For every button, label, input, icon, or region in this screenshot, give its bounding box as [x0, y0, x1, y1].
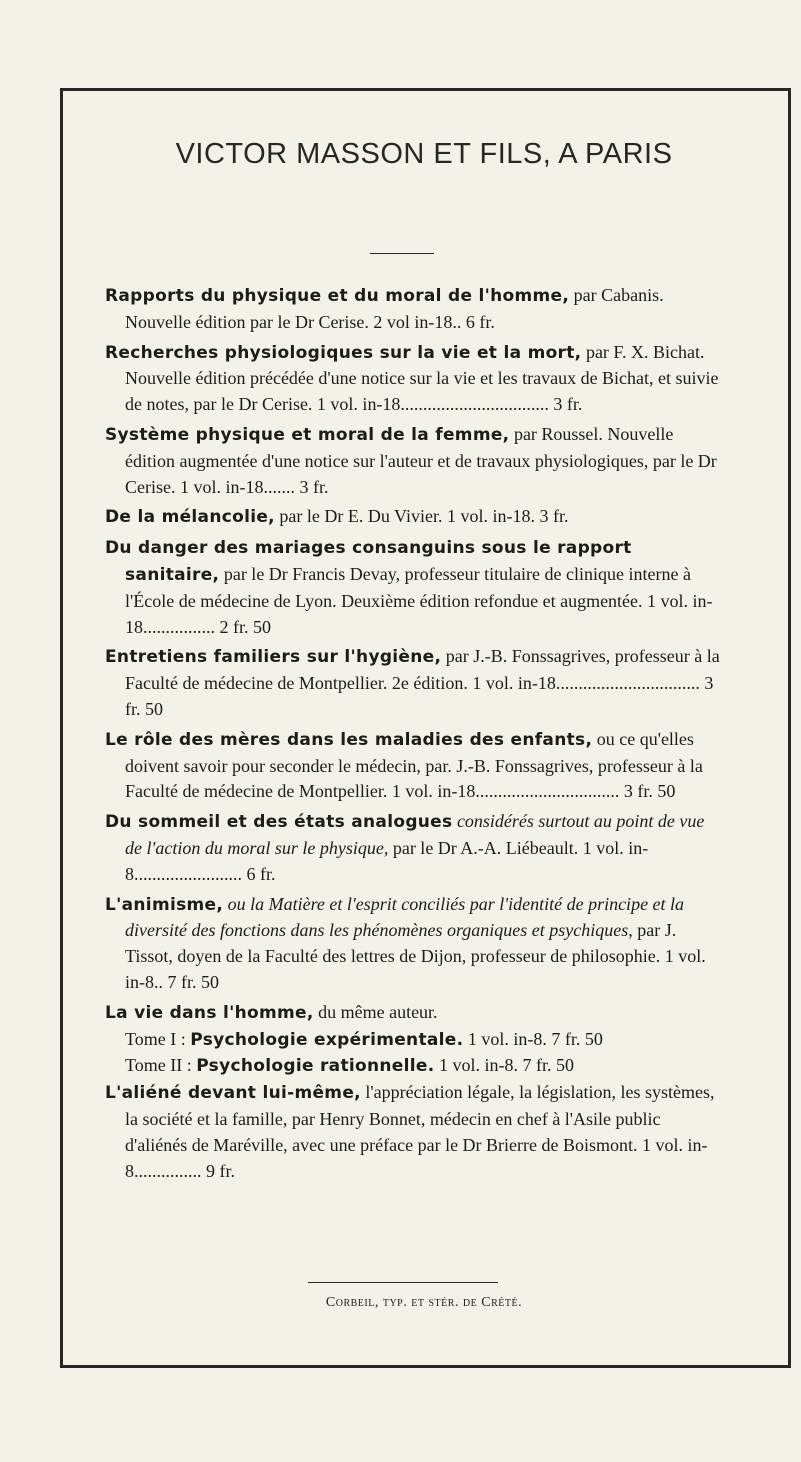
tome-prefix: Tome I :: [125, 1028, 191, 1049]
catalogue-entry: [105, 422, 725, 500]
entry-text: par J.-B. Fonssagrives, professeur à la Faculté de médecine de Montpellier. 2e édition. 1 vol. in-18................................ 3 fr. 50: [125, 646, 720, 719]
footer-rule: [308, 1282, 498, 1283]
entry-title: De la mélancolie,: [105, 507, 275, 528]
entry-text: par Cabanis. Nouvelle édition par le Dr Cerise. 2 vol in-18.. 6 fr.: [125, 285, 664, 332]
entry-text: par Roussel. Nouvelle édition augmentée d'une notice sur l'auteur et de travaux physiologiques, par le Dr Cerise. 1 vol. in-18....... 3 fr.: [125, 423, 717, 497]
entry-italic-text: ou la Matière et l'esprit conciliés par l'identité de principe et la diversité des fonctions dans les phénomènes organiques et psychiques,: [125, 893, 685, 941]
entry-title: Psychologie rationnelle.: [196, 1056, 435, 1077]
entry-title: Le rôle des mères dans les maladies des enfants,: [105, 729, 593, 750]
catalogue-list: [105, 283, 725, 1188]
catalogue-entry: [105, 340, 725, 418]
catalogue-entry: [105, 283, 725, 336]
entry-text: 1 vol. in-8. 7 fr. 50: [434, 1055, 574, 1076]
entry-title: Psychologie expérimentale.: [190, 1029, 464, 1050]
entry-title: La vie dans l'homme,: [105, 1002, 314, 1023]
catalogue-entry: [105, 892, 725, 996]
entry-text: par J. Tissot, doyen de la Faculté des lettres de Dijon, professeur de philosophie. 1 vol. in-8.. 7 fr. 50: [125, 920, 706, 992]
entry-title: L'aliéné devant lui-même,: [105, 1083, 361, 1104]
entry-text: du même auteur.: [313, 1001, 438, 1022]
catalogue-entry: [105, 809, 725, 887]
entry-title: L'animisme,: [105, 894, 224, 915]
entry-text: par le Dr A.-A. Liébeault. 1 vol. in-8........................ 6 fr.: [125, 837, 649, 884]
catalogue-entry: [105, 727, 725, 805]
entry-text: 1 vol. in-8. 7 fr. 50: [463, 1028, 603, 1049]
entry-text: par le Dr E. Du Vivier. 1 vol. in-18. 3 fr.: [274, 506, 569, 527]
entry-title: Rapports du physique et du moral de l'homme,: [105, 286, 570, 306]
printer-imprint: Corbeil, typ. et stér. de Crété.: [325, 1295, 523, 1310]
catalogue-entry: [105, 504, 725, 531]
entry-text: ou ce qu'elles doivent savoir pour seconder le médecin, par. J.-B. Fonssagrives, professeur à la Faculté de médecine de Montpellier. 1 vol. in-18................................ 3 fr. 50: [125, 728, 703, 802]
entry-title: Du danger des mariages consanguins sous le rapport sanitaire,: [105, 538, 632, 585]
entry-title: Système physique et moral de la femme,: [105, 424, 510, 445]
catalogue-subentry: [105, 1053, 725, 1080]
publisher-header: VICTOR MASSON ET FILS, A PARIS: [175, 138, 673, 170]
entry-title: Du sommeil et des états analogues: [105, 812, 453, 833]
tome-prefix: Tome II :: [125, 1055, 197, 1076]
entry-text: par le Dr Francis Devay, professeur titulaire de clinique interne à l'École de médecine de Lyon. Deuxième édition refondue et augmentée. 1 vol. in-18................ 2 fr. 50: [125, 563, 713, 637]
entry-title: Recherches physiologiques sur la vie et la mort,: [105, 342, 582, 363]
catalogue-entry: [105, 1080, 725, 1184]
entry-title: Entretiens familiers sur l'hygiène,: [105, 647, 442, 668]
entry-italic-text: considérés surtout au point de vue de l'action du moral sur le physique,: [125, 811, 705, 858]
catalogue-subentry: [105, 1027, 725, 1054]
catalogue-entry: [105, 644, 725, 722]
entry-text: l'appréciation légale, la législation, les systèmes, la société et la famille, par Henry Bonnet, médecin en chef à l'Asile public d'aliénés de Maréville, avec une préface par le Dr Brierre de Boismont. 1 vol. in-8............... 9 fr.: [125, 1082, 715, 1181]
header-rule: [370, 253, 434, 254]
entry-text: par F. X. Bichat. Nouvelle édition précédée d'une notice sur la vie et les travaux de Bichat, et suivie de notes, par le Dr Cerise. 1 vol. in-18................................. 3 fr.: [125, 341, 719, 415]
catalogue-entry: [105, 535, 725, 640]
catalogue-entry: [105, 1000, 725, 1027]
